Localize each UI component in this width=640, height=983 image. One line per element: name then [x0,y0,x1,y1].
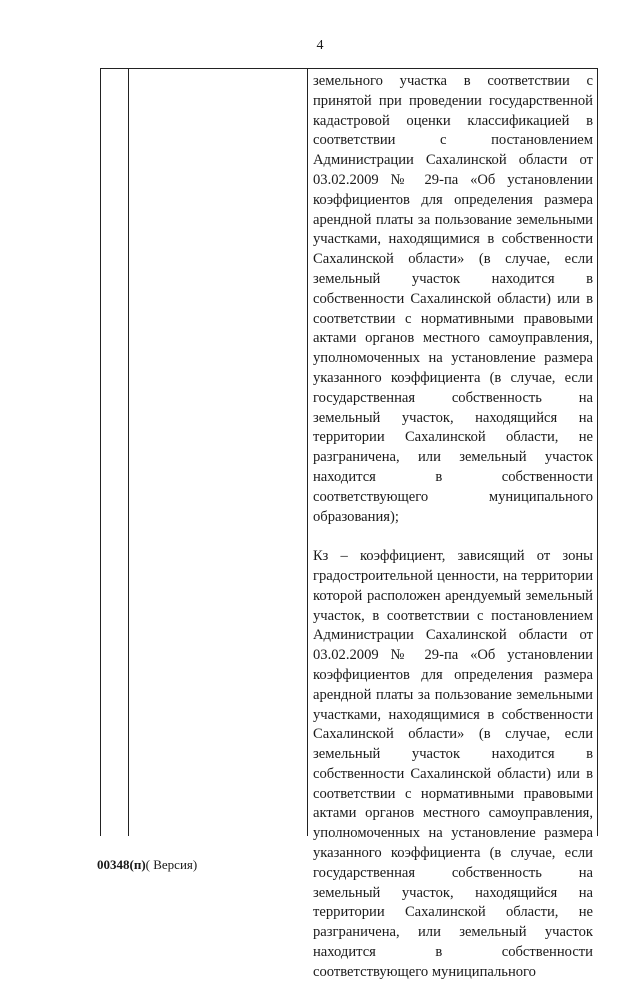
paragraph-2: Кз – коэффициент, зависящий от зоны градостроительной ценности, на территории которой расположен арендуемый земельный участок, в соответствии с постановлением Администрации Сахалинской области от 03.02.2009 № 29-па «Об установлении коэффициентов для определения размера арендной платы за пользование земельными участками, находящимися в собственности Сахалинской области» (в случае, если земельный участок находится в собственности Сахалинской области) или в соответствии с нормативными правовыми актами органов местного самоуправления, уполномоченных на установление размера указанного коэффициента (в случае, если государственная собственность на земельный участок, находящийся на территории Сахалинской области, не разграничена, или земельный участок находится в собственности соответствующего муниципального [313,548,593,980]
column-divider [307,69,308,836]
page-number: 4 [316,38,324,53]
footer-code: 00348(п) [97,857,146,872]
text-column [313,69,593,983]
column-divider [128,69,129,836]
paragraph-1: земельного участка в соответствии с принятой при проведении государственной кадастровой оценки классификацией в соответствии с постановлением Администрации Сахалинской области от 03.02.2009 № 29-па «Об установлении коэффициентов для определения размера арендной платы за пользование земельными участками, находящимися в собственности Сахалинской области» (в случае, если земельный участок находится в собственности Сахалинской области) или в соответствии с нормативными правовыми актами органов местного самоуправления, уполномоченных на установление размера указанного коэффициента (в случае, если государственная собственность на земельный участок, находящийся на территории Сахалинской области, не разграничена, или земельный участок находится в собственности соответствующего муниципального образования); [313,73,593,525]
document-footer [97,857,197,873]
footer-label: ( Версия) [145,857,198,872]
